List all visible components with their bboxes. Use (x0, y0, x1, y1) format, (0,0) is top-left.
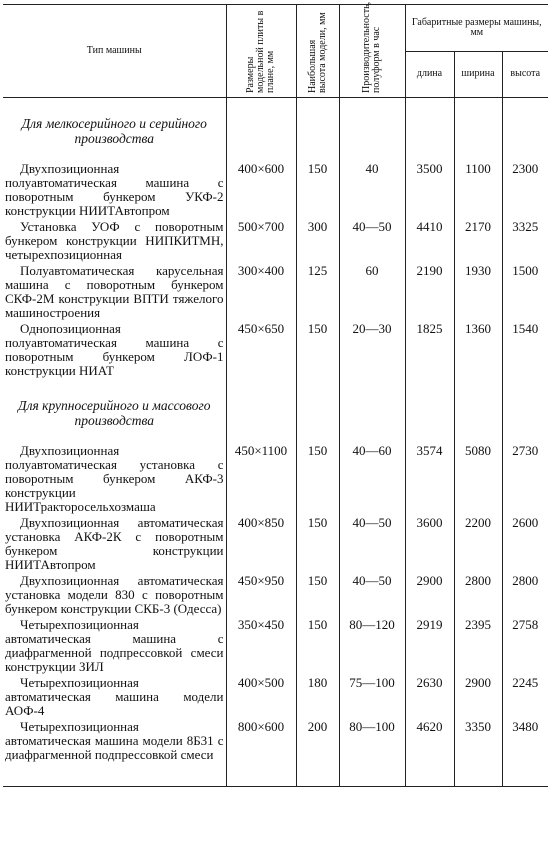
empty-cell (339, 764, 405, 787)
cell-height: 300 (296, 220, 339, 264)
cell-prod: 40—50 (339, 516, 405, 574)
cell-height: 200 (296, 720, 339, 764)
cell-width: 1930 (454, 264, 502, 322)
table-row (3, 264, 548, 322)
machine-name-text: Полуавтоматическая карусельная машина с поворотным бункером СКФ-2М конструкции ВПТИ тяжелого машиностроения (5, 263, 224, 320)
cell-length: 3500 (405, 162, 454, 220)
table-row (3, 676, 548, 720)
machine-name-text: Двухпозиционная полуавтоматическая установка с поворотным бункером АКФ-3 конструкции НИИТракторосельхозмаша (5, 443, 224, 514)
empty-cell (296, 380, 339, 444)
cell-prod: 40—60 (339, 444, 405, 516)
table-row (3, 618, 548, 676)
cell-tall: 2600 (502, 516, 548, 574)
table-row (3, 444, 548, 516)
machine-name-text: Двухпозиционная автоматическая установка модели 830 с поворотным бункером конструкции СКБ-3 (Одесса) (5, 573, 224, 616)
cell-prod: 40 (339, 162, 405, 220)
empty-cell (405, 764, 454, 787)
empty-cell (405, 380, 454, 444)
machines-table (3, 1, 548, 787)
table-end-row (3, 764, 548, 787)
cell-plate: 300×400 (226, 264, 296, 322)
cell-height: 150 (296, 444, 339, 516)
empty-cell (226, 380, 296, 444)
empty-cell (502, 380, 548, 444)
empty-cell (226, 764, 296, 787)
machine-name-text: Установка УОФ с поворотным бункером конструкции НИПКИТМН, четырехпозиционная (5, 219, 224, 262)
header-plate: Размеры модельной плиты в плане, мм (226, 5, 296, 98)
section-title: Для мелкосерийного и серийного производства (21, 116, 207, 146)
cell-height: 150 (296, 162, 339, 220)
cell-width: 2170 (454, 220, 502, 264)
cell-prod: 40—50 (339, 220, 405, 264)
table-row (3, 720, 548, 764)
section-title: Для крупносерийного и массового производства (18, 398, 211, 428)
cell-height: 180 (296, 676, 339, 720)
cell-width: 2800 (454, 574, 502, 618)
cell-plate: 400×600 (226, 162, 296, 220)
empty-cell (339, 98, 405, 163)
cell-prod: 20—30 (339, 322, 405, 380)
cell-length: 1825 (405, 322, 454, 380)
cell-length: 3574 (405, 444, 454, 516)
cell-length: 2190 (405, 264, 454, 322)
table-row (3, 516, 548, 574)
empty-cell (502, 764, 548, 787)
cell-prod: 75—100 (339, 676, 405, 720)
cell-tall: 3480 (502, 720, 548, 764)
cell-plate: 800×600 (226, 720, 296, 764)
empty-cell (296, 764, 339, 787)
cell-length: 2900 (405, 574, 454, 618)
table-body (3, 98, 548, 787)
empty-cell (502, 98, 548, 163)
machine-name (3, 618, 226, 676)
empty-cell (3, 764, 226, 787)
cell-width: 5080 (454, 444, 502, 516)
cell-height: 150 (296, 618, 339, 676)
machine-name (3, 574, 226, 618)
machine-name-text: Четырехпозиционная автоматическая машина с диафрагменной подпрессовкой смеси конструкции ЗИЛ (5, 617, 224, 674)
empty-cell (405, 98, 454, 163)
machine-name (3, 676, 226, 720)
cell-tall: 1500 (502, 264, 548, 322)
cell-width: 1360 (454, 322, 502, 380)
cell-tall: 2300 (502, 162, 548, 220)
cell-width: 2900 (454, 676, 502, 720)
table-row (3, 220, 548, 264)
machine-name (3, 220, 226, 264)
machine-name (3, 444, 226, 516)
section-row (3, 98, 548, 163)
cell-plate: 350×450 (226, 618, 296, 676)
machine-name (3, 162, 226, 220)
cell-plate: 400×850 (226, 516, 296, 574)
cell-tall: 3325 (502, 220, 548, 264)
machine-name-text: Двухпозиционная полуавтоматическая машина с поворотным бункером УКФ-2 конструкции НИИТАвтопром (5, 161, 224, 218)
empty-cell (296, 98, 339, 163)
cell-tall: 2758 (502, 618, 548, 676)
machine-name (3, 516, 226, 574)
table-header (3, 1, 548, 98)
cell-plate: 450×950 (226, 574, 296, 618)
header-length: длина (405, 51, 454, 98)
cell-plate: 400×500 (226, 676, 296, 720)
empty-cell (226, 98, 296, 163)
cell-length: 4410 (405, 220, 454, 264)
header-tall: высота (502, 51, 548, 98)
header-dimensions: Габаритные размеры машины, мм (405, 5, 548, 52)
machine-name (3, 322, 226, 380)
cell-plate: 500×700 (226, 220, 296, 264)
empty-cell (454, 98, 502, 163)
cell-prod: 40—50 (339, 574, 405, 618)
cell-tall: 2245 (502, 676, 548, 720)
cell-length: 2919 (405, 618, 454, 676)
cell-prod: 80—120 (339, 618, 405, 676)
cell-width: 2200 (454, 516, 502, 574)
cell-length: 2630 (405, 676, 454, 720)
section-row (3, 380, 548, 444)
cell-plate: 450×650 (226, 322, 296, 380)
machine-name (3, 720, 226, 764)
cell-height: 150 (296, 516, 339, 574)
header-height: Наибольшая высота модели, мм (296, 5, 339, 98)
cell-plate: 450×1100 (226, 444, 296, 516)
cell-tall: 2730 (502, 444, 548, 516)
machine-name-text: Четырехпозиционная автоматическая машина модели 8Б31 с диафрагменной подпрессовкой смеси (5, 719, 224, 762)
cell-prod: 80—100 (339, 720, 405, 764)
header-productivity: Производительность, полуформ в час (339, 5, 405, 98)
cell-length: 4620 (405, 720, 454, 764)
machine-name-text: Однопозиционная полуавтоматическая машина с поворотным бункером ЛОФ-1 конструкции НИАТ (5, 321, 224, 378)
cell-height: 125 (296, 264, 339, 322)
machine-name-text: Двухпозиционная автоматическая установка АКФ-2К с поворотным бункером конструкции НИИТАвтопром (5, 515, 224, 572)
table-row (3, 162, 548, 220)
empty-cell (454, 380, 502, 444)
header-width: ширина (454, 51, 502, 98)
cell-width: 1100 (454, 162, 502, 220)
empty-cell (339, 380, 405, 444)
cell-height: 150 (296, 322, 339, 380)
cell-width: 3350 (454, 720, 502, 764)
empty-cell (454, 764, 502, 787)
cell-tall: 1540 (502, 322, 548, 380)
machine-name-text: Четырехпозиционная автоматическая машина модели АОФ-4 (5, 675, 224, 718)
cell-prod: 60 (339, 264, 405, 322)
cell-width: 2395 (454, 618, 502, 676)
cell-tall: 2800 (502, 574, 548, 618)
machine-name (3, 264, 226, 322)
header-type: Тип машины (3, 5, 226, 98)
table-row (3, 322, 548, 380)
cell-length: 3600 (405, 516, 454, 574)
table-row (3, 574, 548, 618)
cell-height: 150 (296, 574, 339, 618)
